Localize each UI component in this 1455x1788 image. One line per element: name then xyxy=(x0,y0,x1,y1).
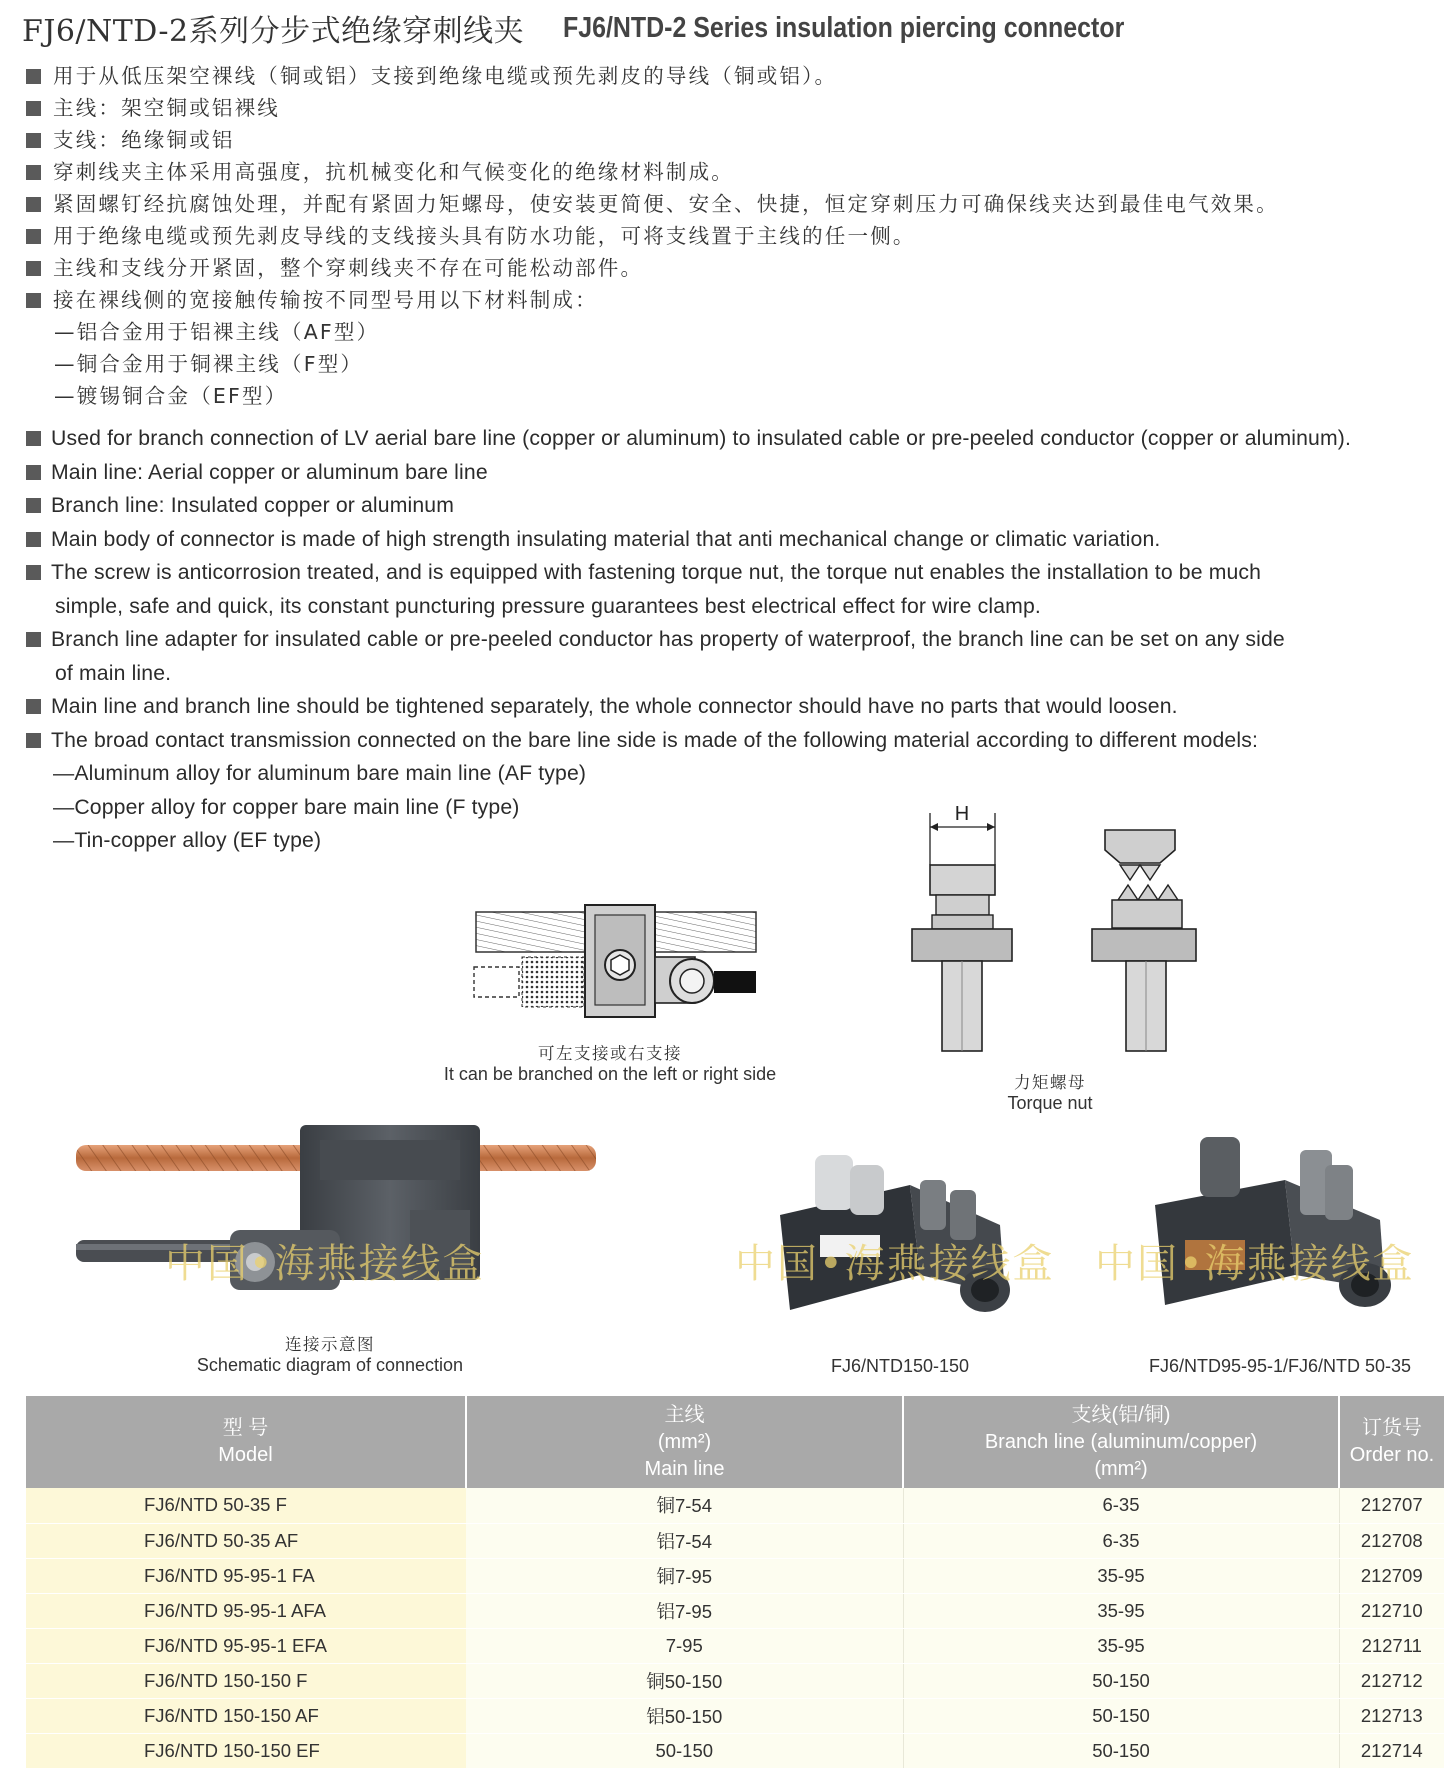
schematic-caption-en: Schematic diagram of connection xyxy=(196,1355,464,1375)
table-row xyxy=(26,1663,1444,1698)
cell-model: FJ6/NTD 150-150 AF xyxy=(26,1698,466,1733)
bullet-square-icon xyxy=(26,565,41,580)
material-cn-item: —铝合金用于铝裸主线（AF型） xyxy=(54,320,380,344)
feature-cn-item: 紧固螺钉经抗腐蚀处理，并配有紧固力矩螺母，使安装更简便、安全、快捷，恒定穿刺压力可确保线夹达到最佳电气效果。 xyxy=(26,188,1426,220)
spec-table xyxy=(26,1396,1444,1769)
cell-branch-line: 35-95 xyxy=(903,1558,1339,1593)
material-cn-item: —镀锡铜合金（EF型） xyxy=(54,384,288,408)
cell-order-no: 212708 xyxy=(1339,1523,1444,1558)
cell-order-no: 212710 xyxy=(1339,1593,1444,1628)
feature-cn-item: 用于从低压架空裸线（铜或铝）支接到绝缘电缆或预先剥皮的导线（铜或铝）。 xyxy=(26,60,1426,92)
cell-model: FJ6/NTD 50-35 AF xyxy=(26,1523,466,1558)
material-cn-item: —铜合金用于铜裸主线（F型） xyxy=(54,352,364,376)
cell-order-no: 212711 xyxy=(1339,1628,1444,1663)
schematic-caption-cn: 连接示意图 xyxy=(285,1335,375,1354)
table-row xyxy=(26,1558,1444,1593)
feature-en-continuation: of main line. xyxy=(55,661,172,685)
feature-cn-item: 接在裸线侧的宽接触传输按不同型号用以下材料制成： xyxy=(26,284,1426,316)
feature-cn-item: 主线：架空铜或铝裸线 xyxy=(26,92,1426,124)
header-model: 型 号 Model xyxy=(26,1396,466,1488)
cell-branch-line: 35-95 xyxy=(903,1593,1339,1628)
bullet-square-icon xyxy=(26,733,41,748)
page-header xyxy=(22,6,1442,50)
cell-branch-line: 35-95 xyxy=(903,1628,1339,1663)
features-en-list xyxy=(26,422,1446,858)
feature-cn-item: 用于绝缘电缆或预先剥皮导线的支线接头具有防水功能，可将支线置于主线的任一侧。 xyxy=(26,220,1426,252)
product-caption-150: FJ6/NTD150-150 xyxy=(830,1356,970,1376)
cell-order-no: 212709 xyxy=(1339,1558,1444,1593)
cell-main-line: 铝7-54 xyxy=(466,1523,903,1558)
torque-nut-drawing xyxy=(900,795,1200,1055)
material-en-item: —Tin-copper alloy (EF type) xyxy=(53,829,322,852)
watermark-text: 中国•海燕接线盒 xyxy=(735,1241,1055,1287)
torque-nut-caption-cn: 力矩螺母 xyxy=(1014,1073,1086,1092)
bullet-square-icon xyxy=(26,197,41,212)
bullet-square-icon xyxy=(26,229,41,244)
feature-en-item: The screw is anticorrosion treated, and is equipped with fastening torque nut, the torque nut enables the installation to be much xyxy=(26,556,1446,590)
cell-branch-line: 50-150 xyxy=(903,1663,1339,1698)
branch-side-caption xyxy=(400,1043,820,1085)
page-title-en: FJ6/NTD-2 Series insulation piercing connector xyxy=(562,11,1124,44)
schematic-caption xyxy=(150,1334,510,1376)
cell-order-no: 212707 xyxy=(1339,1488,1444,1523)
table-header-row xyxy=(26,1396,1444,1488)
cell-order-no: 212714 xyxy=(1339,1733,1444,1768)
watermark-text: 中国•海燕接线盒 xyxy=(1095,1241,1415,1287)
cell-model: FJ6/NTD 95-95-1 EFA xyxy=(26,1628,466,1663)
cell-branch-line: 50-150 xyxy=(903,1733,1339,1768)
cell-main-line: 铜50-150 xyxy=(466,1663,903,1698)
bullet-square-icon xyxy=(26,133,41,148)
cell-main-line: 铝50-150 xyxy=(466,1698,903,1733)
feature-en-item: Branch line adapter for insulated cable or pre-peeled conductor has property of waterproof, the branch line can be set on any side xyxy=(26,623,1446,657)
cell-model: FJ6/NTD 150-150 EF xyxy=(26,1733,466,1768)
watermark-text: 中国•海燕接线盒 xyxy=(165,1241,485,1287)
cell-model: FJ6/NTD 50-35 F xyxy=(26,1488,466,1523)
branch-side-drawing xyxy=(470,895,770,1045)
torque-nut-caption-en: Torque nut xyxy=(1007,1093,1093,1113)
bullet-square-icon xyxy=(26,465,41,480)
bullet-square-icon xyxy=(26,699,41,714)
bullet-square-icon xyxy=(26,293,41,308)
feature-en-item: Main line and branch line should be tightened separately, the whole connector should have no parts that would loosen. xyxy=(26,690,1446,724)
cell-main-line: 铜7-95 xyxy=(466,1558,903,1593)
table-row xyxy=(26,1698,1444,1733)
material-en-item: —Aluminum alloy for aluminum bare main line (AF type) xyxy=(53,762,587,785)
table-row xyxy=(26,1628,1444,1663)
feature-en-item: The broad contact transmission connected on the bare line side is made of the following material according to different models: xyxy=(26,724,1446,758)
cell-model: FJ6/NTD 150-150 F xyxy=(26,1663,466,1698)
cell-branch-line: 6-35 xyxy=(903,1488,1339,1523)
schematic-connection-photo xyxy=(70,1120,600,1320)
branch-side-caption-en: It can be branched on the left or right side xyxy=(443,1064,777,1084)
cell-branch-line: 50-150 xyxy=(903,1698,1339,1733)
table-row xyxy=(26,1593,1444,1628)
feature-en-item: Used for branch connection of LV aerial bare line (copper or aluminum) to insulated cable or pre-peeled conductor (copper or aluminum). xyxy=(26,422,1446,456)
cell-order-no: 212712 xyxy=(1339,1663,1444,1698)
cell-model: FJ6/NTD 95-95-1 FA xyxy=(26,1558,466,1593)
page-title-cn: FJ6/NTD-2系列分步式绝缘穿刺线夹 xyxy=(22,14,525,49)
features-cn-list xyxy=(26,60,1426,412)
cell-main-line: 铜7-54 xyxy=(466,1488,903,1523)
table-row xyxy=(26,1733,1444,1768)
table-row xyxy=(26,1523,1444,1558)
bullet-square-icon xyxy=(26,498,41,513)
feature-en-item: Branch line: Insulated copper or aluminum xyxy=(26,489,1446,523)
material-en-item: —Copper alloy for copper bare main line (F type) xyxy=(53,795,520,819)
feature-en-item: Main line: Aerial copper or aluminum bare line xyxy=(26,456,1446,490)
feature-en-continuation: simple, safe and quick, its constant puncturing pressure guarantees best electrical effect for wire clamp. xyxy=(55,594,1041,618)
bullet-square-icon xyxy=(26,532,41,547)
header-branch-line: 支线(铝/铜) Branch line (aluminum/copper) (mm²) xyxy=(903,1396,1339,1488)
bullet-square-icon xyxy=(26,69,41,84)
bullet-square-icon xyxy=(26,261,41,276)
header-order-no: 订货号 Order no. xyxy=(1339,1396,1444,1488)
cell-main-line: 铝7-95 xyxy=(466,1593,903,1628)
branch-side-caption-cn: 可左支接或右支接 xyxy=(538,1044,682,1063)
torque-nut-caption xyxy=(950,1072,1150,1114)
table-row xyxy=(26,1488,1444,1523)
bullet-square-icon xyxy=(26,632,41,647)
product-caption-95: FJ6/NTD95-95-1/FJ6/NTD 50-35 xyxy=(1148,1356,1412,1376)
cell-order-no: 212713 xyxy=(1339,1698,1444,1733)
bullet-square-icon xyxy=(26,101,41,116)
feature-en-item: Main body of connector is made of high strength insulating material that anti mechanical change or climatic variation. xyxy=(26,523,1446,557)
bullet-square-icon xyxy=(26,431,41,446)
cell-branch-line: 6-35 xyxy=(903,1523,1339,1558)
cell-main-line: 50-150 xyxy=(466,1733,903,1768)
feature-cn-item: 支线：绝缘铜或铝 xyxy=(26,124,1426,156)
feature-cn-item: 穿刺线夹主体采用高强度，抗机械变化和气候变化的绝缘材料制成。 xyxy=(26,156,1426,188)
feature-cn-item: 主线和支线分开紧固，整个穿刺线夹不存在可能松动部件。 xyxy=(26,252,1426,284)
cell-main-line: 7-95 xyxy=(466,1628,903,1663)
dimension-h-label: H xyxy=(954,803,970,825)
header-main-line: 主线 (mm²) Main line xyxy=(466,1396,903,1488)
cell-model: FJ6/NTD 95-95-1 AFA xyxy=(26,1593,466,1628)
bullet-square-icon xyxy=(26,165,41,180)
